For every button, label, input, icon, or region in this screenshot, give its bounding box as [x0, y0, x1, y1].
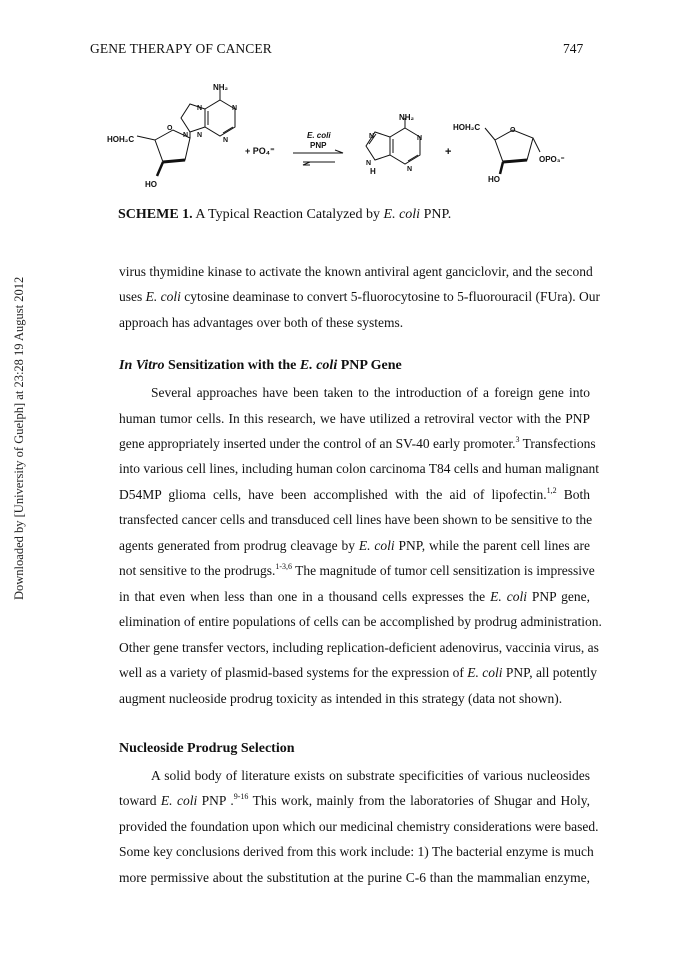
caption-label: SCHEME 1.	[118, 207, 193, 222]
svg-text:N: N	[183, 132, 189, 139]
text-line: well as a variety of plasmid-based systems for the expression of E. coli PNP, all potently	[119, 665, 598, 680]
text-line: Some key conclusions derived from this work include: 1) The bacterial enzyme is much	[119, 844, 594, 859]
text-line: transfected cancer cells and transduced cell lines have been shown to be sensitive to the	[119, 512, 593, 527]
text-line: uses E. coli cytosine deaminase to convert 5-fluorocytosine to 5-fluorouracil (FUra). Our	[119, 289, 600, 304]
svg-text:N: N	[407, 166, 413, 173]
caption-text-end: PNP.	[420, 207, 452, 222]
nh2-label-right: NH₂	[399, 113, 415, 122]
text-line: A solid body of literature exists on substrate specificities of various nucleosides	[151, 768, 590, 783]
text-line: more permissive about the substitution at the purine C-6 than the mammalian enzyme,	[119, 870, 590, 885]
caption-italic: E. coli	[383, 207, 421, 222]
download-watermark: Downloaded by [University of Guelph] at 23:28 19 August 2012	[12, 276, 26, 600]
text-line: provided the foundation upon which our medicinal chemistry considerations were based.	[119, 819, 599, 834]
text-line: toward E. coli PNP .$^{9-16}$ This work, mainly from the laboratories of Shugar and Holy,	[119, 792, 590, 808]
text-line: in that even when less than one in a thousand cells expresses the E. coli PNP gene,	[119, 589, 590, 604]
text-line: Other gene transfer vectors, including replication-deficient adenovirus, vaccinia virus, as	[119, 640, 599, 655]
text-line: not sensitive to the prodrugs.$^{1-3,6}$ The magnitude of tumor cell sensitization is impressive	[119, 562, 595, 578]
reaction-scheme-drawing	[95, 80, 595, 195]
svg-text:N: N	[197, 105, 203, 112]
text-line: D54MP glioma cells, have been accomplished with the aid of lipofectin.$^{1,2}$ Both	[119, 486, 590, 502]
text-line: virus thymidine kinase to activate the known antiviral agent ganciclovir, and the second	[119, 264, 593, 279]
ho-label-left: HO	[145, 180, 157, 189]
hoh2c-label-left: HOH₂C	[107, 135, 135, 144]
text-line: Several approaches have been taken to the introduction of a foreign gene into	[151, 385, 590, 400]
nh2-label-left: NH₂	[213, 83, 229, 92]
reaction-scheme	[95, 80, 595, 195]
svg-text:N: N	[223, 137, 229, 144]
section-heading-prodrug-selection: Nucleoside Prodrug Selection	[119, 741, 295, 756]
purine-six-ring-right	[390, 128, 423, 164]
svg-text:N: N	[369, 133, 375, 140]
text-line: agents generated from prodrug cleavage by E. coli PNP, while the parent cell lines are	[119, 538, 590, 553]
plus-sign: +	[445, 146, 452, 158]
page-number: 747	[563, 41, 584, 56]
text-line: approach has advantages over both of these systems.	[119, 315, 404, 330]
text-line: gene appropriately inserted under the control of an SV-40 early promoter.$^3$ Transfections	[119, 435, 596, 451]
sugar-ring-right	[495, 130, 533, 162]
opo3-label: OPO₃⁼	[539, 155, 565, 164]
svg-text:O: O	[510, 127, 516, 134]
enzyme-label-top: E. coli	[307, 131, 331, 140]
running-head: GENE THERAPY OF CANCER	[90, 41, 272, 56]
section-heading-in-vitro: In Vitro Sensitization with the E. coli PNP Gene	[119, 358, 402, 373]
hoh2c-label-right: HOH₂C	[453, 123, 481, 132]
text-line: elimination of entire populations of cells can be accomplished by prodrug administration.	[119, 614, 602, 629]
enzyme-label-bottom: PNP	[310, 141, 327, 150]
h-label: H	[370, 167, 376, 176]
svg-text:N: N	[232, 105, 238, 112]
purine-six-ring-left	[205, 100, 238, 136]
svg-text:N: N	[197, 132, 203, 139]
svg-text:O: O	[167, 125, 173, 132]
caption-text: A Typical Reaction Catalyzed by	[195, 207, 384, 222]
text-line: human tumor cells. In this research, we have utilized a retroviral vector with the PNP	[119, 411, 590, 426]
text-line: into various cell lines, including human colon carcinoma T84 cells and human malignant	[119, 461, 600, 476]
phosphate-label: + PO₄⁼	[245, 146, 275, 156]
scheme-caption	[118, 207, 451, 223]
ho-label-right: HO	[488, 175, 500, 184]
text-line: augment nucleoside prodrug toxicity as intended in this strategy (data not shown).	[119, 691, 563, 706]
svg-text:N: N	[417, 135, 423, 142]
svg-text:N: N	[366, 160, 372, 167]
